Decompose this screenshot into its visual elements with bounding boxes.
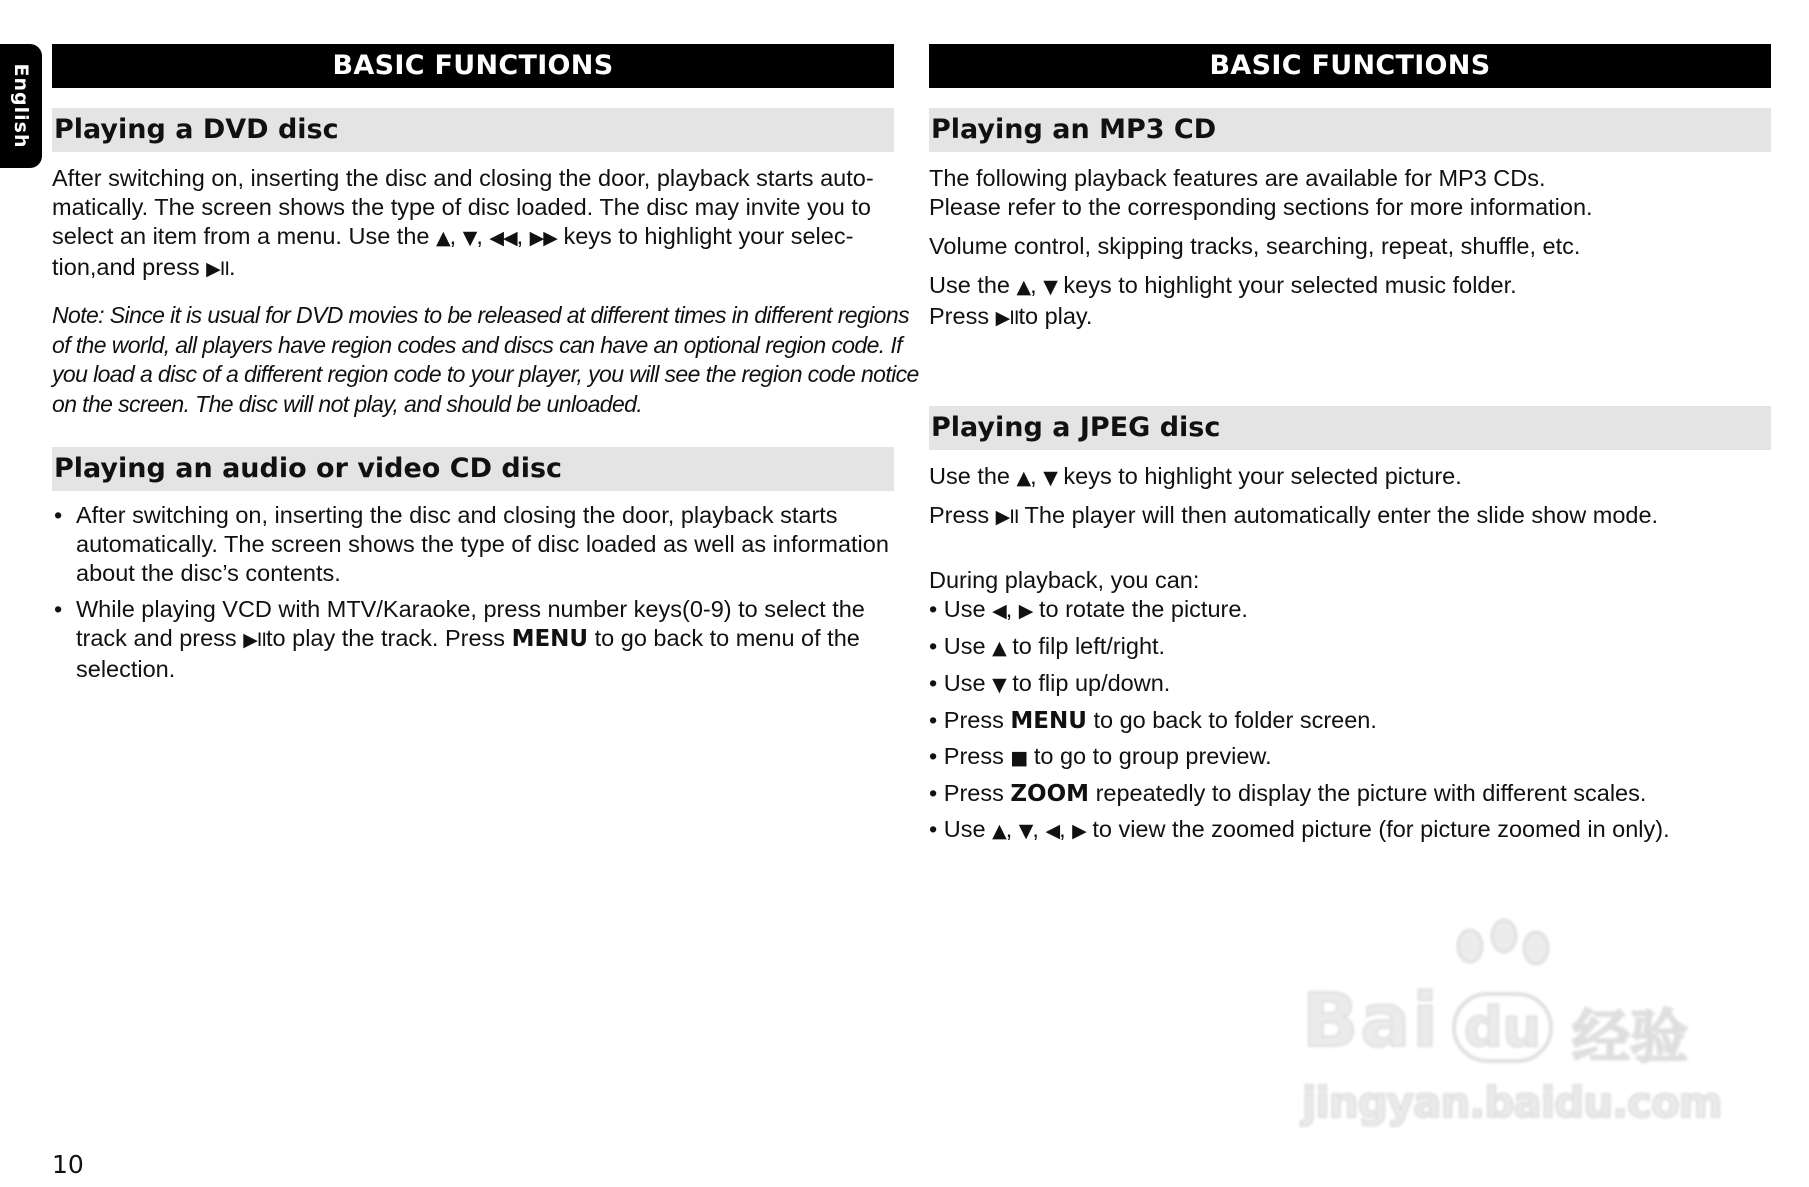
region-note	[52, 301, 919, 419]
mp3-heading: Playing an MP3 CD	[929, 108, 1771, 152]
play-pause-symbol: ▶II	[995, 506, 1019, 528]
mp3-use-line: Use the ▲, ▼ keys to highlight your selected music folder.	[929, 272, 1517, 298]
cd-bullet-2: • While playing VCD with MTV/Karaoke, press number keys(0-9) to select the track and press ▶IIto play the track. Press MENU to go back to menu of the selection.	[54, 596, 865, 682]
mp3-press-line: Press ▶IIto play.	[929, 303, 1093, 329]
note-line-2: of the world, all players have region codes and discs can have an optional region code. If	[52, 331, 902, 358]
up-symbol: ▲	[992, 637, 1006, 659]
cd-heading: Playing an audio or video CD disc	[52, 447, 894, 491]
jpeg-body	[929, 462, 1771, 846]
right-symbol: ▶	[1018, 600, 1033, 622]
right-column	[929, 44, 1771, 852]
watermark-logo-cn: 经验	[1572, 1003, 1689, 1071]
view-zoomed-item: • Use ▲, ▼, ◀, ▶ to view the zoomed picture (for picture zoomed in only).	[929, 816, 1670, 842]
jpeg-zoom-list	[929, 779, 1771, 846]
menu-key: MENU	[1010, 708, 1087, 734]
flip-up-down-item: • Use ▼ to flip up/down.	[929, 670, 1171, 696]
bullet-marker: •	[54, 502, 63, 528]
watermark-logo-du: du	[1452, 992, 1553, 1063]
note-line-3: you load a disc of a different region code to your player, you will see the region code notice	[52, 361, 919, 387]
watermark-logo-text: Bai	[1302, 978, 1440, 1064]
dvd-body	[52, 164, 894, 284]
jpeg-during-line: During playback, you can:	[929, 567, 1200, 593]
down-symbol: ▼	[1043, 467, 1057, 489]
rotate-item: • Use ◀, ▶ to rotate the picture.	[929, 596, 1248, 622]
down-symbol: ▼	[992, 674, 1006, 696]
note-line-1: Note: Since it is usual for DVD movies to be released at different times in different regions	[52, 302, 909, 328]
mp3-features: Volume control, skipping tracks, searching, repeat, shuffle, etc.	[929, 233, 1581, 259]
baidu-watermark	[1282, 918, 1722, 1138]
stop-symbol: ■	[1010, 747, 1028, 769]
down-symbol: ▼	[1043, 276, 1057, 298]
fast-forward-symbol: ▶▶	[529, 227, 557, 249]
dvd-line-2: matically. The screen shows the type of disc loaded. The disc may invite you to	[52, 194, 871, 220]
page-number: 10	[52, 1150, 84, 1179]
rewind-symbol: ◀◀	[489, 227, 517, 249]
up-symbol: ▲	[436, 227, 450, 249]
down-symbol: ▼	[1018, 820, 1033, 842]
stop-item: • Press ■ to go to group preview.	[929, 743, 1272, 769]
up-symbol: ▲	[1016, 276, 1031, 298]
bullet-marker: •	[54, 596, 63, 622]
note-line-4: on the screen. The disc will not play, and should be unloaded.	[52, 390, 643, 417]
cd-bullet-list	[52, 501, 894, 684]
left-symbol: ◀	[1045, 820, 1060, 842]
mp3-line-1: The following playback features are available for MP3 CDs.	[929, 165, 1546, 191]
cd-bullet-1: • After switching on, inserting the disc and closing the door, playback starts automatically. The screen shows the type of disc loaded as well as information about the disc’s contents.	[54, 502, 889, 586]
mp3-body	[929, 164, 1771, 333]
jpeg-use-line: Use the ▲, ▼ keys to highlight your selected picture.	[929, 463, 1462, 489]
flip-left-right-item: • Use ▲ to filp left/right.	[929, 633, 1166, 659]
play-pause-symbol: ▶II	[243, 629, 267, 651]
left-symbol: ◀	[992, 600, 1006, 622]
left-column	[52, 44, 919, 691]
up-symbol: ▲	[1016, 467, 1031, 489]
jpeg-heading: Playing a JPEG disc	[929, 406, 1771, 450]
dvd-line-4: tion,and press ▶II.	[52, 254, 236, 280]
zoom-key: ZOOM	[1010, 781, 1090, 807]
left-section-banner: BASIC FUNCTIONS	[52, 44, 894, 88]
up-symbol: ▲	[992, 820, 1006, 842]
dvd-line-3: select an item from a menu. Use the ▲, ▼, ◀◀, ▶▶ keys to highlight your selec-	[52, 223, 854, 249]
play-pause-symbol: ▶II	[995, 307, 1019, 329]
menu-key: MENU	[511, 626, 589, 652]
jpeg-press-line: Press ▶II The player will then automatically enter the slide show mode.	[929, 502, 1659, 528]
down-symbol: ▼	[462, 227, 477, 249]
dvd-heading: Playing a DVD disc	[52, 108, 894, 152]
language-tab	[0, 44, 42, 168]
dvd-line-1: After switching on, inserting the disc and closing the door, playback starts auto-	[52, 165, 874, 191]
watermark-url: jingyan.baidu.com	[1302, 1078, 1722, 1127]
play-pause-symbol: ▶II	[206, 258, 229, 280]
jpeg-menu-stop-list	[929, 706, 1771, 773]
zoom-item: • Press ZOOM repeatedly to display the picture with different scales.	[929, 780, 1647, 807]
mp3-line-2: Please refer to the corresponding sections for more information.	[929, 194, 1593, 220]
right-section-banner: BASIC FUNCTIONS	[929, 44, 1771, 88]
right-symbol: ▶	[1072, 820, 1086, 842]
jpeg-rotate-flip-list	[929, 595, 1771, 700]
menu-item: • Press MENU to go back to folder screen.	[929, 707, 1377, 734]
language-tab-label: English	[10, 63, 32, 149]
